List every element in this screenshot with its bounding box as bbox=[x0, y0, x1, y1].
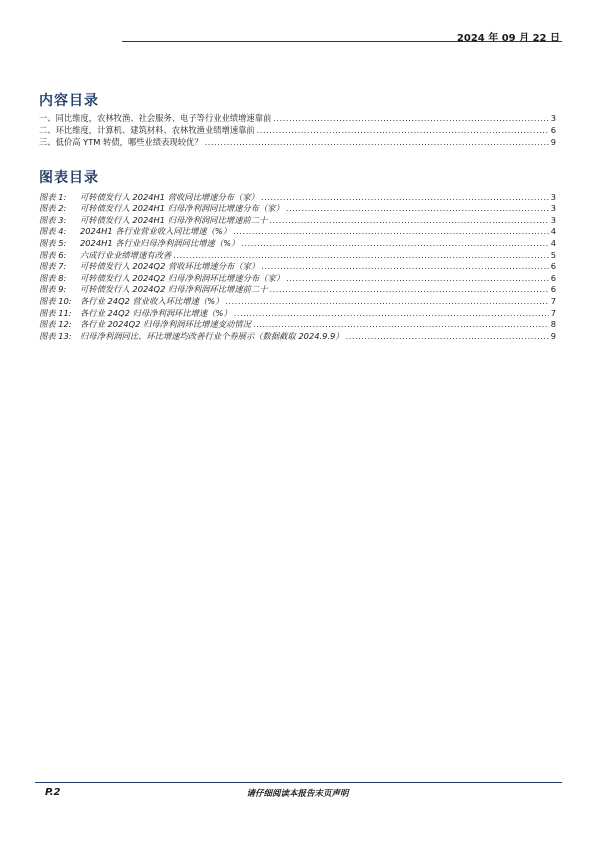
figure-toc-entry[interactable] bbox=[39, 330, 556, 342]
dot-leader bbox=[346, 331, 549, 342]
figure-number: 图表 3: bbox=[39, 214, 67, 225]
toc-entry-page: 7 bbox=[550, 307, 556, 318]
toc-entry-page: 6 bbox=[550, 125, 556, 135]
figure-number: 图表 1: bbox=[39, 191, 67, 202]
figure-toc-entry[interactable] bbox=[39, 307, 556, 319]
dot-leader bbox=[270, 284, 549, 295]
figure-toc-entry[interactable] bbox=[39, 226, 556, 238]
header-divider bbox=[122, 41, 562, 42]
figure-toc-entry[interactable] bbox=[39, 261, 556, 273]
toc-entry-label: 可转债发行人 2024Q2 归母净利润环比增速分布（家） bbox=[80, 272, 285, 283]
toc-entry-label: 可转债发行人 2024Q2 归母净利润环比增速前二十 bbox=[80, 284, 268, 295]
toc-entry-label: 2024H1 各行业归母净利润同比增速（%） bbox=[80, 237, 240, 248]
toc-entry-label: 2024H1 各行业营业收入同比增速（%） bbox=[80, 226, 232, 237]
figure-toc-entry[interactable] bbox=[39, 237, 556, 249]
figure-toc-entry[interactable] bbox=[39, 272, 556, 284]
toc-entry-label: 各行业 24Q2 营业收入环比增速（%） bbox=[80, 295, 224, 306]
contents-title: 内容目录 bbox=[39, 93, 99, 109]
toc-entry-page: 3 bbox=[550, 203, 556, 214]
toc-entry-page: 4 bbox=[550, 226, 556, 237]
dot-leader bbox=[233, 226, 549, 237]
figure-number: 图表 12: bbox=[39, 319, 72, 330]
toc-entry-page: 3 bbox=[550, 214, 556, 225]
toc-entry-page: 7 bbox=[550, 295, 556, 306]
toc-entry-label: 三、低价高 YTM 转债，哪些业绩表现较优？ bbox=[39, 137, 203, 147]
toc-entry-page: 5 bbox=[550, 249, 556, 260]
toc-entry-label: 各行业 24Q2 归母净利润环比增速（%） bbox=[80, 307, 232, 318]
contents-list bbox=[39, 112, 556, 148]
toc-entry-label: 六成行业业绩增速有改善 bbox=[80, 249, 172, 260]
figure-number: 图表 7: bbox=[39, 261, 67, 272]
toc-entry-label: 归母净利润同比、环比增速均改善行业个券展示（数据截取 2024.9.9） bbox=[80, 330, 344, 341]
figure-number: 图表 6: bbox=[39, 249, 67, 260]
figure-number: 图表 9: bbox=[39, 284, 67, 295]
figure-number: 图表 8: bbox=[39, 272, 67, 283]
contents-toc-entry[interactable] bbox=[39, 112, 556, 124]
footer-divider bbox=[35, 782, 562, 783]
figures-list bbox=[39, 191, 556, 342]
toc-entry-label: 可转债发行人 2024H1 归母净利润同比增速分布（家） bbox=[80, 203, 284, 214]
dot-leader bbox=[234, 308, 549, 319]
figure-toc-entry[interactable] bbox=[39, 214, 556, 226]
figure-toc-entry[interactable] bbox=[39, 319, 556, 331]
dot-leader bbox=[269, 215, 548, 226]
dot-leader bbox=[261, 192, 549, 203]
contents-toc-entry[interactable] bbox=[39, 124, 556, 136]
figure-toc-entry[interactable] bbox=[39, 203, 556, 215]
figure-number: 图表 5: bbox=[39, 237, 67, 248]
contents-toc-entry[interactable] bbox=[39, 136, 556, 148]
figure-number: 图表 10: bbox=[39, 295, 72, 306]
dot-leader bbox=[241, 238, 548, 249]
toc-entry-page: 3 bbox=[550, 191, 556, 202]
dot-leader bbox=[173, 250, 548, 261]
toc-entry-page: 3 bbox=[550, 113, 556, 123]
toc-entry-page: 6 bbox=[550, 261, 556, 272]
figure-number: 图表 2: bbox=[39, 203, 67, 214]
dot-leader bbox=[257, 125, 549, 136]
toc-entry-page: 9 bbox=[550, 137, 556, 147]
figure-toc-entry[interactable] bbox=[39, 284, 556, 296]
dot-leader bbox=[286, 273, 549, 284]
dot-leader bbox=[273, 113, 548, 124]
toc-entry-page: 6 bbox=[550, 284, 556, 295]
page-number: P.2 bbox=[45, 787, 61, 798]
figure-number: 图表 4: bbox=[39, 226, 67, 237]
toc-entry-label: 一、同比维度，农林牧渔、社会服务、电子等行业业绩增速靠前 bbox=[39, 113, 272, 123]
dot-leader bbox=[225, 296, 548, 307]
figures-title: 图表目录 bbox=[39, 170, 99, 186]
toc-entry-label: 可转债发行人 2024H1 归母净利润同比增速前二十 bbox=[80, 214, 268, 225]
dot-leader bbox=[261, 261, 548, 272]
toc-entry-page: 8 bbox=[550, 319, 556, 330]
toc-entry-page: 6 bbox=[550, 272, 556, 283]
toc-entry-label: 各行业 2024Q2 归母净利润环比增速变动情况 bbox=[80, 319, 251, 330]
figure-number: 图表 13: bbox=[39, 330, 72, 341]
toc-entry-label: 二、环比维度，计算机、建筑材料、农林牧渔业绩增速靠前 bbox=[39, 125, 255, 135]
toc-entry-label: 可转债发行人 2024Q2 营收环比增速分布（家） bbox=[80, 261, 260, 272]
dot-leader bbox=[205, 137, 549, 148]
toc-entry-page: 4 bbox=[550, 237, 556, 248]
dot-leader bbox=[253, 319, 549, 330]
toc-entry-label: 可转债发行人 2024H1 营收同比增速分布（家） bbox=[80, 191, 259, 202]
figure-number: 图表 11: bbox=[39, 307, 72, 318]
dot-leader bbox=[286, 203, 549, 214]
figure-toc-entry[interactable] bbox=[39, 295, 556, 307]
disclaimer: 请仔细阅读本报告末页声明 bbox=[246, 789, 349, 799]
figure-toc-entry[interactable] bbox=[39, 249, 556, 261]
toc-entry-page: 9 bbox=[550, 330, 556, 341]
figure-toc-entry[interactable] bbox=[39, 191, 556, 203]
report-date: 2024 年 09 月 22 日 bbox=[456, 33, 560, 44]
